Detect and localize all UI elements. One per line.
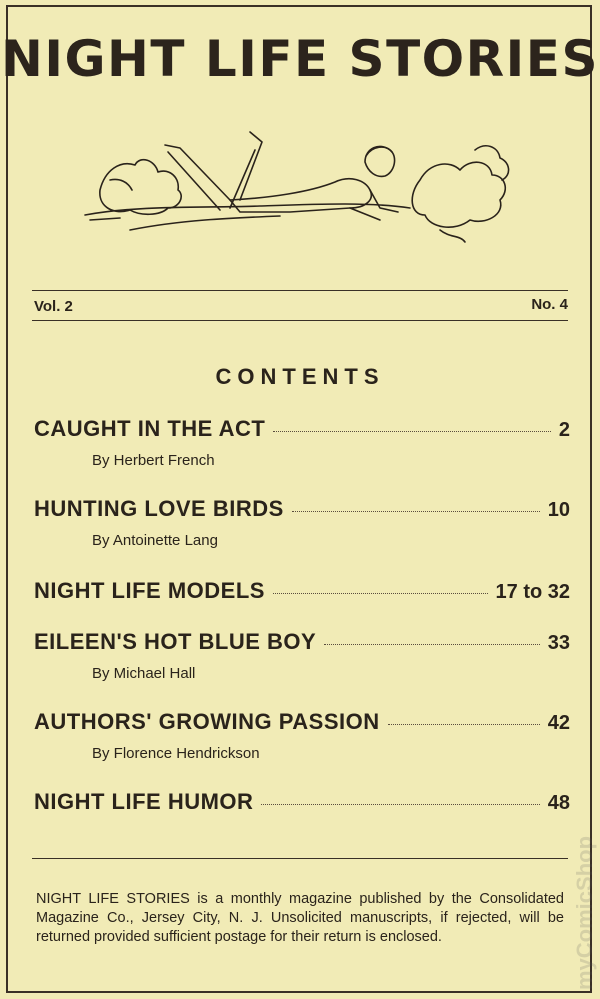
entry-title: NIGHT LIFE MODELS: [34, 578, 265, 603]
watermark: myComicShop: [572, 835, 597, 990]
issue-number: No. 4: [531, 296, 568, 313]
entry-page: 48: [547, 792, 570, 814]
toc-entry[interactable]: [34, 496, 570, 549]
dot-leader: [261, 804, 539, 805]
dot-leader: [388, 724, 540, 725]
entry-title: HUNTING LOVE BIRDS: [34, 496, 284, 521]
toc-entry[interactable]: [34, 709, 570, 762]
toc-entry[interactable]: [34, 789, 570, 815]
magazine-title: NIGHT LIFE STORIES: [1, 30, 599, 88]
toc-entry[interactable]: [34, 629, 570, 682]
toc-entry[interactable]: [34, 578, 570, 604]
contents-heading: CONTENTS: [215, 364, 385, 389]
entry-author: By Florence Hendrickson: [92, 745, 260, 762]
entry-title: CAUGHT IN THE ACT: [34, 416, 266, 441]
entry-author: By Michael Hall: [92, 665, 196, 682]
entry-page: 42: [547, 712, 570, 734]
header-rule-top: [32, 290, 568, 291]
footer-rule: [32, 858, 568, 859]
dot-leader: [273, 593, 488, 594]
dot-leader: [292, 511, 540, 512]
entry-title: EILEEN'S HOT BLUE BOY: [34, 629, 317, 654]
dot-leader: [324, 644, 540, 645]
header-rule-bottom: [32, 320, 568, 321]
volume-label: Vol. 2: [34, 298, 73, 315]
cover-illustration: [80, 120, 520, 260]
entry-page: 17 to 32: [495, 581, 570, 603]
entry-title: AUTHORS' GROWING PASSION: [34, 709, 380, 734]
entry-page: 10: [547, 499, 570, 521]
entry-page: 2: [558, 419, 570, 441]
dot-leader: [273, 431, 551, 432]
entry-author: By Antoinette Lang: [92, 532, 218, 549]
publication-notice: NIGHT LIFE STORIES is a monthly magazine published by the Consolidated Magazine Co., Jersey City, N. J. Unsolicited manuscripts, if rejected, will be returned provided sufficient postage for their return is enclosed.: [36, 891, 564, 945]
entry-page: 33: [547, 632, 570, 654]
entry-author: By Herbert French: [92, 452, 215, 469]
entry-title: NIGHT LIFE HUMOR: [34, 789, 254, 814]
toc-entry[interactable]: [34, 416, 570, 469]
